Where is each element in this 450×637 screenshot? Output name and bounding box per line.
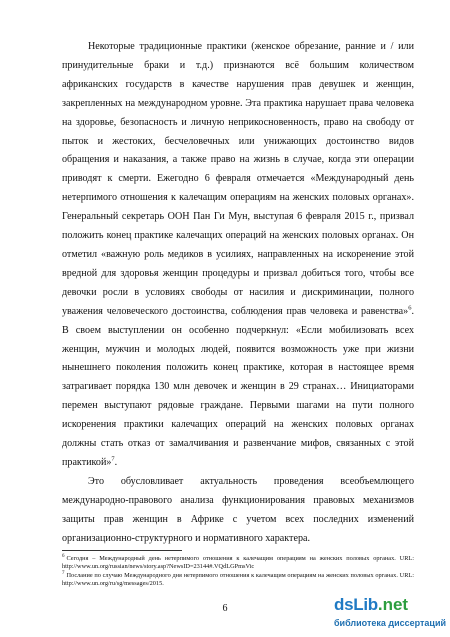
paragraph-1-text-part-3: . — [114, 456, 118, 468]
watermark-logo-text — [334, 595, 408, 615]
footnote-number: 7 — [62, 570, 65, 576]
body-text — [62, 38, 414, 548]
footnote-reference-7[interactable]: 7 — [111, 455, 115, 463]
dslib-watermark-logo[interactable] — [332, 593, 447, 633]
footnote-separator — [62, 550, 182, 551]
paragraph-1-text-part-2: . В своем выступлении он особенно подчеркнул: «Если мобилизовать всех женщин, мужчин и молодых людей, появится возможность уже при жизни нынешнего поколения положить конец практике, которая в настоящее время затрагивает порядка 130 млн девочек и женщин в 29 странах… Инициаторами перемен выступают рядовые граждане. Первыми шагами на пути полного искоренения практики калечащих операций на женских половых органах должны стать отказ от замалчивания и развенчание мифов, связанных с этой практикой» — [62, 305, 414, 468]
footnotes — [62, 555, 414, 589]
paragraph-1-text-part-1: Некоторые традиционные практики (женское обрезание, ранние и / или принудительные браки и т.д.) признаются всё большим количеством африканских государств в качестве нарушения прав девушек и женщин, закрепленных на международном уровне. Эта практика нарушает права человека на здоровье, безопасность и личную неприкосновенность, право на свободу от пыток и жестоких, бесчеловечных или унижающих достоинство видов обращения и наказания, а также право на жизнь в случае, когда эти операции приводят к смерти. Ежегодно 6 февраля отмечается «Международный день нетерпимого отношения к калечащим операциям на женских половых органах». Генеральный секретарь ООН Пан Ги Мун, выступая 6 февраля 2015 г., призвал положить конец практике калечащих операций на женских половых органах. Он отметил «важную роль медиков в усилиях, направленных на искоренение этой вредной для здоровья женщин процедуры и призвал добиться того, чтобы все девочки росли в условиях свободы от насилия и дискриминации, полного уважения человеческого достоинства, соблюдения прав человека и равенства» — [62, 41, 414, 317]
footnote-number: 6 — [62, 553, 65, 559]
footnote-7 — [62, 572, 414, 589]
footnote-text: Послание по случаю Международного дня нетерпимого отношения к калечащим операциям на женских половых органах. URL: http://www.un.org/ru/sg/messages/2015. — [62, 571, 414, 588]
watermark-logo-ext: .net — [377, 595, 409, 614]
footnote-reference-6[interactable]: 6 — [408, 304, 412, 312]
watermark-tagline: библиотека диссертаций — [334, 618, 447, 628]
page-number: 6 — [222, 603, 228, 614]
footnote-6 — [62, 555, 414, 572]
paragraph-1 — [62, 38, 414, 473]
watermark-logo-main: dsLib — [334, 595, 378, 614]
paragraph-2: Это обусловливает актуальность проведения всеобъемлющего международно-правового анализа функционирования правовых механизмов защиты прав женщин в Африке с учетом всех последних изменений организационно-структурного и нормативного характера. — [62, 475, 414, 544]
footnote-text: Сегодня – Международный день нетерпимого отношения к калечащим операциям на женских половых органах. URL: http://www.un.org/russian/news/story.asp?NewsID=23144#.VQdLGPmsVic — [62, 555, 414, 571]
